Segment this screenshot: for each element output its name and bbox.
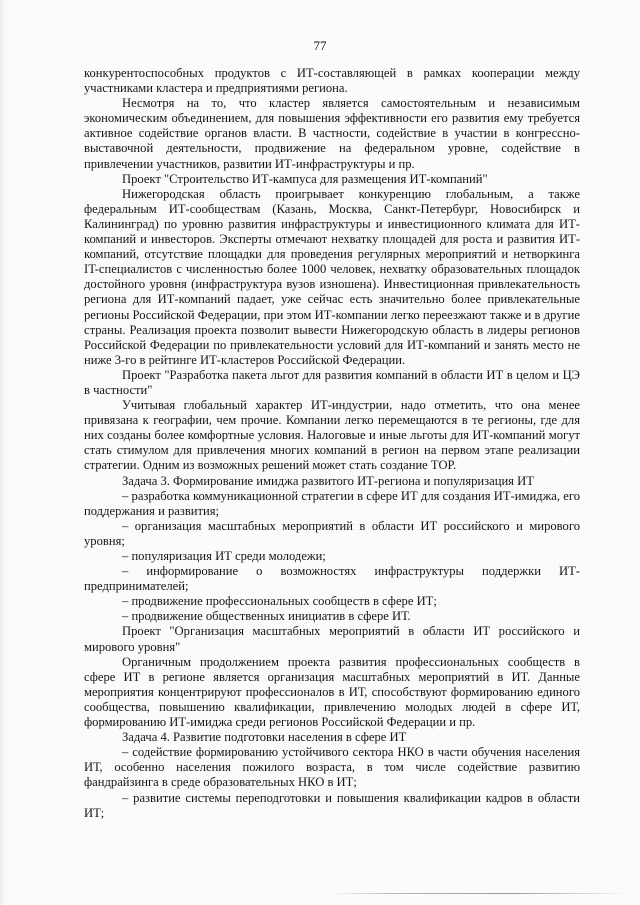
paragraph: Органичным продолжением проекта развития профессиональных сообществ в сфере ИТ в регионе является организация масштабных мероприятий в ИТ. Данные мероприятия концентрируют профессионалов в ИТ, способствуют формированию единого сообщества, повышению квалификации, привлечению молодых людей в сфере ИТ, формированию ИТ-имиджа среди регионов Российской Федерации и пр. — [84, 654, 580, 730]
list-item: – информирование о возможностях инфраструктуры поддержки ИТ-предпринимателей; — [84, 564, 580, 594]
paragraph: Несмотря на то, что кластер является самостоятельным и независимым экономическим объединением, для повышения эффективности его развития ему требуется активное содействие органов власти. В частности, содействие в участии в конгрессно-выставочной деятельности, продвижение на федеральном уровне, содействие в привлечении участников, развитии ИТ-инфраструктуры и пр. — [84, 96, 580, 171]
scan-artifact-line — [330, 893, 630, 894]
list-item: – популяризация ИТ среди молодежи; — [122, 549, 326, 563]
section-heading: Задача 3. Формирование имиджа развитого ИТ-региона и популяризация ИТ — [122, 473, 534, 488]
list-item: – содействие формированию устойчивого сектора НКО в части обучения населения ИТ, особенно населения пожилого возраста, в том числе содействие развитию фандрайзинга в среде образовательных НКО в ИТ; — [84, 745, 580, 790]
list-item: – продвижение общественных инициатив в сфере ИТ. — [122, 609, 411, 624]
list-item: – продвижение профессиональных сообществ в сфере ИТ; — [122, 594, 437, 609]
paragraph: Нижегородская область проигрывает конкуренцию глобальным, а также федеральным ИТ-сообществам (Казань, Москва, Санкт-Петербург, Новосибирск и Калининград) по уровню развития инфраструктуры и инвестиционного климата для ИТ-компаний и инвесторов. Эксперты отмечают нехватку площадей для роста и развития ИТ-компаний, отсутствие площадки для проведения регулярных мероприятий и нетворкинга IT-специалистов с численностью более 1000 человек, нехватку образовательных площадок достойного уровня (инфраструктура вузов изношена). Инвестиционная привлекательность региона для ИТ-компаний падает, уже сейчас есть значительно более привлекательные регионы Российской Федерации, при этом ИТ-компании легко переезжают также и в другие страны. Реализация проекта позволит вывести Нижегородскую область в лидеры регионов Российской Федерации по привлекательности условий для ИТ-компаний и занять место не ниже 3-го в рейтинге ИТ-кластеров Российской Федерации. — [84, 186, 580, 367]
list-item: – организация масштабных мероприятий в области ИТ российского и мирового уровня; — [84, 518, 580, 548]
list-item: – развитие системы переподготовки и повышения квалификации кадров в области ИТ; — [84, 790, 580, 820]
page-number: 77 — [313, 38, 327, 53]
document-body — [84, 66, 580, 821]
section-heading: Задача 4. Развитие подготовки населения в сфере ИТ — [122, 730, 407, 745]
list-item: – разработка коммуникационной стратегии в сфере ИТ для создания ИТ-имиджа, его поддержания и развития; — [84, 488, 580, 518]
paragraph: Проект "Организация масштабных мероприятий в области ИТ российского и мирового уровня" — [84, 624, 580, 654]
paragraph: конкурентоспособных продуктов с ИТ-составляющей в рамках кооперации между участниками кластера и предприятиями региона. — [84, 66, 580, 96]
paragraph: Учитывая глобальный характер ИТ-индустрии, надо отметить, что она менее привязана к географии, чем прочие. Компании легко перемещаются в те регионы, где для них созданы более комфортные условия. Налоговые и иные льготы для ИТ-компаний могут стать стимулом для привлечения многих компаний в регион на первом этапе реализации стратегии. Одним из возможных решений может стать создание ТОР. — [84, 398, 580, 473]
paragraph: Проект "Разработка пакета льгот для развития компаний в области ИТ в целом и ЦЭ в частности" — [84, 367, 580, 397]
section-heading: Проект "Строительство ИТ-кампуса для размещения ИТ-компаний" — [122, 171, 488, 186]
scan-edge-shadow — [0, 0, 6, 905]
